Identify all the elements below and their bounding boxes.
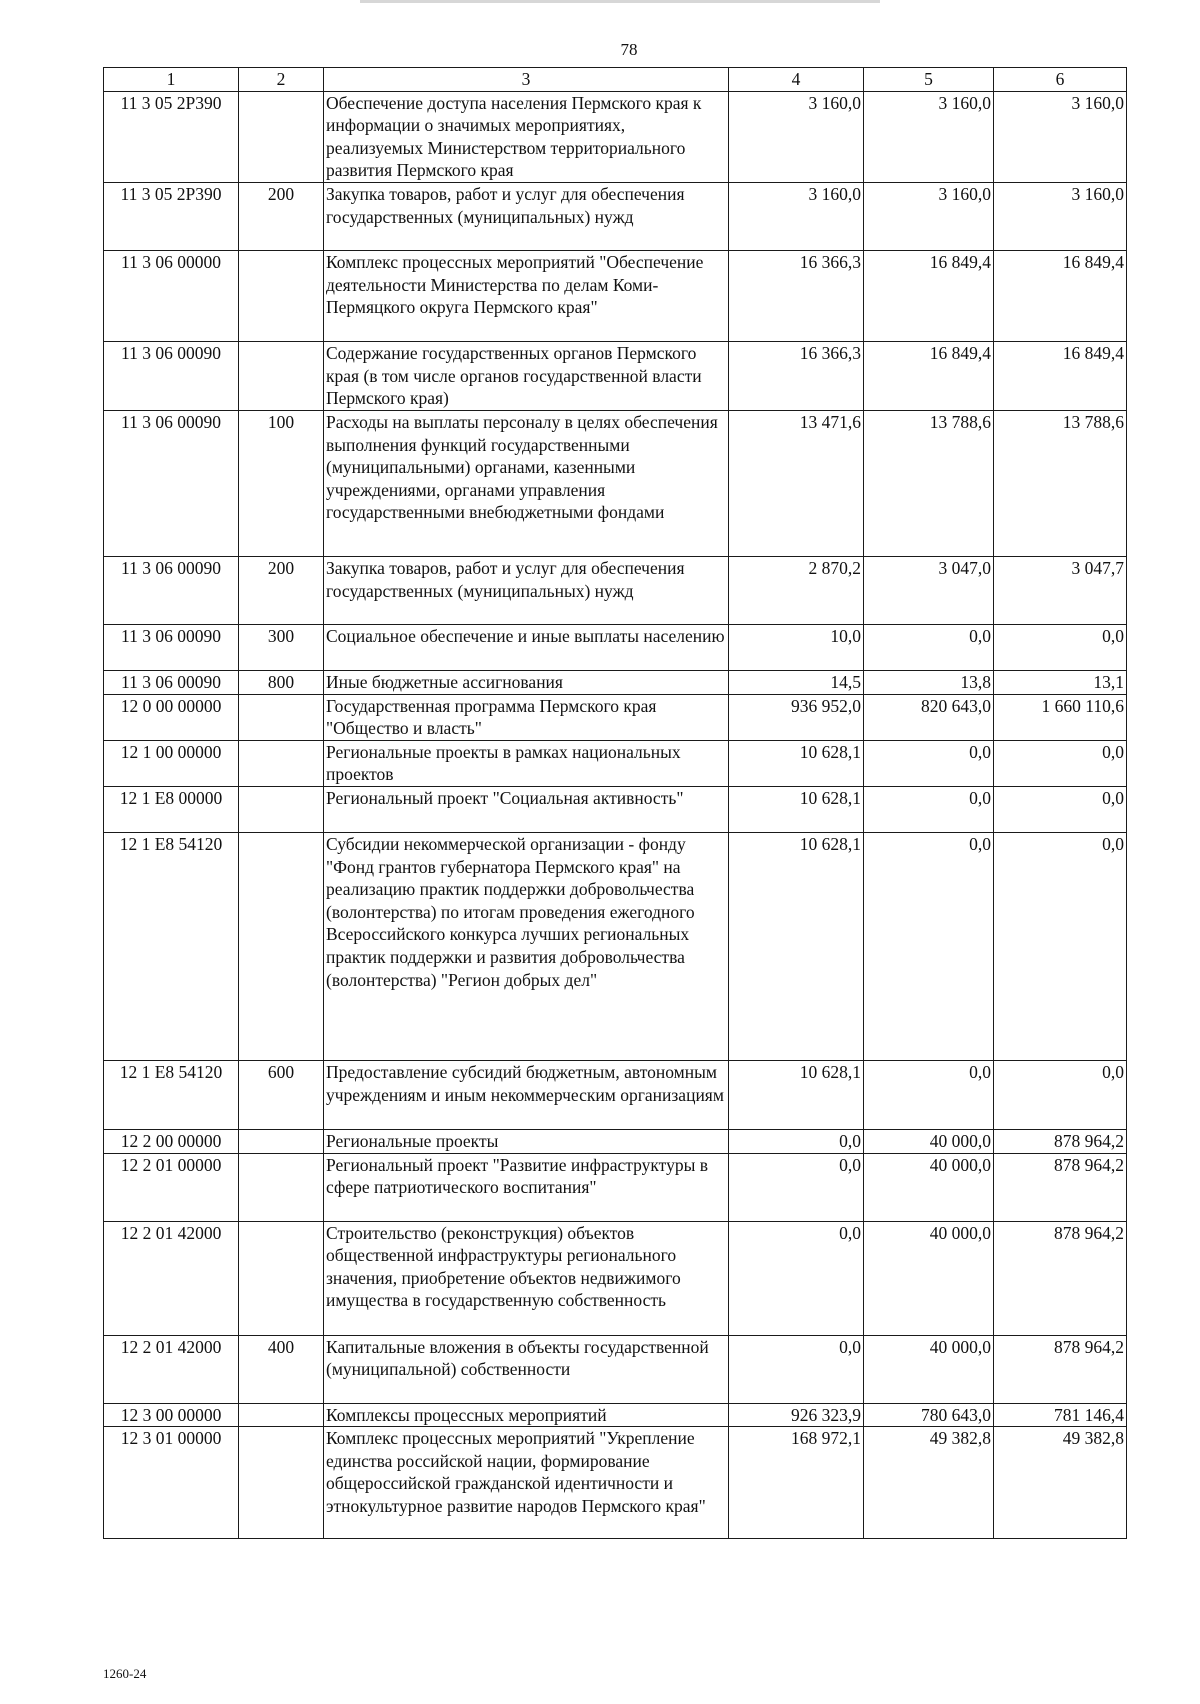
table-row [104,1335,1127,1403]
column-header: 4 [729,68,864,92]
row-value-5-cell: 13 788,6 [864,410,994,556]
row-value-4-cell: 168 972,1 [729,1427,864,1539]
table-row [104,670,1127,694]
row-type-cell [239,91,324,182]
table-row [104,182,1127,250]
row-value-5-cell: 13,8 [864,670,994,694]
row-type-cell [239,740,324,786]
footer-code: 1260-24 [103,1666,147,1681]
row-value-6-cell: 13 788,6 [994,410,1127,556]
row-value-5-cell: 0,0 [864,624,994,670]
table-row [104,1129,1127,1153]
table-row [104,786,1127,832]
row-type-cell [239,694,324,740]
row-name-cell: Региональные проекты [324,1129,729,1153]
row-value-4-cell: 13 471,6 [729,410,864,556]
row-value-5-cell: 0,0 [864,832,994,1060]
row-code-cell: 12 2 01 42000 [104,1221,239,1335]
row-code-cell: 12 3 01 00000 [104,1427,239,1539]
column-header: 3 [324,68,729,92]
row-type-cell [239,832,324,1060]
row-value-5-cell: 0,0 [864,1060,994,1129]
row-name-cell: Государственная программа Пермского края "Общество и власть" [324,694,729,740]
row-name-cell: Обеспечение доступа населения Пермского края к информации о значимых мероприятиях, реализуемых Министерством территориального развития Пермского края [324,91,729,182]
row-value-6-cell: 3 160,0 [994,91,1127,182]
row-code-cell: 11 3 06 00090 [104,556,239,624]
row-value-4-cell: 0,0 [729,1221,864,1335]
table-row [104,694,1127,740]
row-value-4-cell: 16 366,3 [729,341,864,410]
column-header: 6 [994,68,1127,92]
row-value-4-cell: 10,0 [729,624,864,670]
row-code-cell: 12 2 01 00000 [104,1153,239,1221]
table-row [104,1427,1127,1539]
row-code-cell: 11 3 05 2Р390 [104,182,239,250]
row-code-cell: 12 0 00 00000 [104,694,239,740]
row-value-5-cell: 780 643,0 [864,1403,994,1427]
row-name-cell: Строительство (реконструкция) объектов общественной инфраструктуры регионального значения, приобретение объектов недвижимого имущества в государственную собственность [324,1221,729,1335]
row-value-5-cell: 3 047,0 [864,556,994,624]
row-name-cell: Региональные проекты в рамках национальных проектов [324,740,729,786]
table-row [104,1221,1127,1335]
table-row [104,91,1127,182]
row-code-cell: 11 3 06 00090 [104,341,239,410]
row-code-cell: 11 3 06 00090 [104,410,239,556]
row-value-6-cell: 3 047,7 [994,556,1127,624]
table-row [104,250,1127,341]
row-value-5-cell: 0,0 [864,740,994,786]
row-value-5-cell: 16 849,4 [864,250,994,341]
row-value-6-cell: 1 660 110,6 [994,694,1127,740]
row-type-cell: 400 [239,1335,324,1403]
row-name-cell: Закупка товаров, работ и услуг для обеспечения государственных (муниципальных) нужд [324,556,729,624]
row-type-cell: 600 [239,1060,324,1129]
row-value-5-cell: 16 849,4 [864,341,994,410]
row-type-cell [239,1427,324,1539]
table-row [104,832,1127,1060]
row-name-cell: Региональный проект "Развитие инфраструктуры в сфере патриотического воспитания" [324,1153,729,1221]
row-type-cell: 200 [239,182,324,250]
column-header: 5 [864,68,994,92]
row-type-cell [239,1221,324,1335]
table-row [104,556,1127,624]
row-name-cell: Социальное обеспечение и иные выплаты населению [324,624,729,670]
row-value-6-cell: 13,1 [994,670,1127,694]
row-type-cell [239,341,324,410]
row-value-6-cell: 3 160,0 [994,182,1127,250]
row-value-4-cell: 3 160,0 [729,182,864,250]
row-value-4-cell: 0,0 [729,1335,864,1403]
column-header: 1 [104,68,239,92]
row-value-5-cell: 40 000,0 [864,1129,994,1153]
budget-table [103,67,1127,1539]
table-row [104,1403,1127,1427]
row-code-cell: 12 1 00 00000 [104,740,239,786]
row-name-cell: Субсидии некоммерческой организации - фонду "Фонд грантов губернатора Пермского края" на реализацию практик поддержки добровольчества (волонтерства) по итогам проведения ежегодного Всероссийского конкурса лучших региональных практик поддержки и развития добровольчества (волонтерства) "Регион добрых дел" [324,832,729,1060]
row-name-cell: Комплекс процессных мероприятий "Обеспечение деятельности Министерства по делам Коми-Пермяцкого округа Пермского края" [324,250,729,341]
row-value-4-cell: 10 628,1 [729,740,864,786]
row-value-4-cell: 16 366,3 [729,250,864,341]
row-value-6-cell: 0,0 [994,624,1127,670]
row-code-cell: 12 3 00 00000 [104,1403,239,1427]
row-value-6-cell: 878 964,2 [994,1221,1127,1335]
row-name-cell: Расходы на выплаты персоналу в целях обеспечения выполнения функций государственными (муниципальными) органами, казенными учреждениями, органами управления государственными внебюджетными фондами [324,410,729,556]
row-code-cell: 11 3 05 2Р390 [104,91,239,182]
row-name-cell: Капитальные вложения в объекты государственной (муниципальной) собственности [324,1335,729,1403]
row-code-cell: 12 1 Е8 54120 [104,832,239,1060]
row-code-cell: 12 2 01 42000 [104,1335,239,1403]
row-code-cell: 11 3 06 00090 [104,670,239,694]
row-value-5-cell: 820 643,0 [864,694,994,740]
row-value-4-cell: 14,5 [729,670,864,694]
row-value-4-cell: 0,0 [729,1153,864,1221]
row-value-5-cell: 49 382,8 [864,1427,994,1539]
row-value-6-cell: 878 964,2 [994,1335,1127,1403]
row-code-cell: 12 1 Е8 00000 [104,786,239,832]
table-body [104,91,1127,1539]
row-value-5-cell: 3 160,0 [864,182,994,250]
row-value-6-cell: 16 849,4 [994,341,1127,410]
row-code-cell: 11 3 06 00090 [104,624,239,670]
row-value-6-cell: 49 382,8 [994,1427,1127,1539]
row-name-cell: Комплекс процессных мероприятий "Укрепление единства российской нации, формирование общероссийской гражданской идентичности и этнокультурное развитие народов Пермского края" [324,1427,729,1539]
row-type-cell [239,1129,324,1153]
row-name-cell: Региональный проект "Социальная активность" [324,786,729,832]
row-value-4-cell: 926 323,9 [729,1403,864,1427]
row-value-5-cell: 0,0 [864,786,994,832]
row-value-4-cell: 2 870,2 [729,556,864,624]
row-value-4-cell: 10 628,1 [729,786,864,832]
row-value-6-cell: 0,0 [994,1060,1127,1129]
row-value-5-cell: 40 000,0 [864,1153,994,1221]
row-type-cell [239,786,324,832]
row-value-4-cell: 936 952,0 [729,694,864,740]
row-value-6-cell: 781 146,4 [994,1403,1127,1427]
row-name-cell: Иные бюджетные ассигнования [324,670,729,694]
row-value-4-cell: 10 628,1 [729,1060,864,1129]
row-type-cell: 100 [239,410,324,556]
table-row [104,740,1127,786]
row-name-cell: Комплексы процессных мероприятий [324,1403,729,1427]
column-header: 2 [239,68,324,92]
header-row [104,68,1127,92]
row-value-4-cell: 0,0 [729,1129,864,1153]
row-value-4-cell: 10 628,1 [729,832,864,1060]
row-type-cell: 300 [239,624,324,670]
row-value-5-cell: 40 000,0 [864,1221,994,1335]
row-code-cell: 12 1 Е8 54120 [104,1060,239,1129]
row-name-cell: Предоставление субсидий бюджетным, автономным учреждениям и иным некоммерческим организациям [324,1060,729,1129]
row-code-cell: 12 2 00 00000 [104,1129,239,1153]
row-value-5-cell: 40 000,0 [864,1335,994,1403]
row-type-cell [239,1153,324,1221]
row-code-cell: 11 3 06 00000 [104,250,239,341]
row-value-6-cell: 0,0 [994,832,1127,1060]
row-name-cell: Содержание государственных органов Пермского края (в том числе органов государственной власти Пермского края) [324,341,729,410]
row-type-cell [239,1403,324,1427]
row-value-5-cell: 3 160,0 [864,91,994,182]
row-value-6-cell: 0,0 [994,786,1127,832]
table-row [104,410,1127,556]
row-value-6-cell: 16 849,4 [994,250,1127,341]
row-type-cell: 200 [239,556,324,624]
row-type-cell: 800 [239,670,324,694]
row-name-cell: Закупка товаров, работ и услуг для обеспечения государственных (муниципальных) нужд [324,182,729,250]
table-row [104,624,1127,670]
page-number: 78 [620,40,638,59]
scan-artifact [360,0,880,3]
row-value-4-cell: 3 160,0 [729,91,864,182]
row-value-6-cell: 878 964,2 [994,1129,1127,1153]
row-value-6-cell: 0,0 [994,740,1127,786]
row-type-cell [239,250,324,341]
table-row [104,1153,1127,1221]
row-value-6-cell: 878 964,2 [994,1153,1127,1221]
table-row [104,1060,1127,1129]
table-row [104,341,1127,410]
